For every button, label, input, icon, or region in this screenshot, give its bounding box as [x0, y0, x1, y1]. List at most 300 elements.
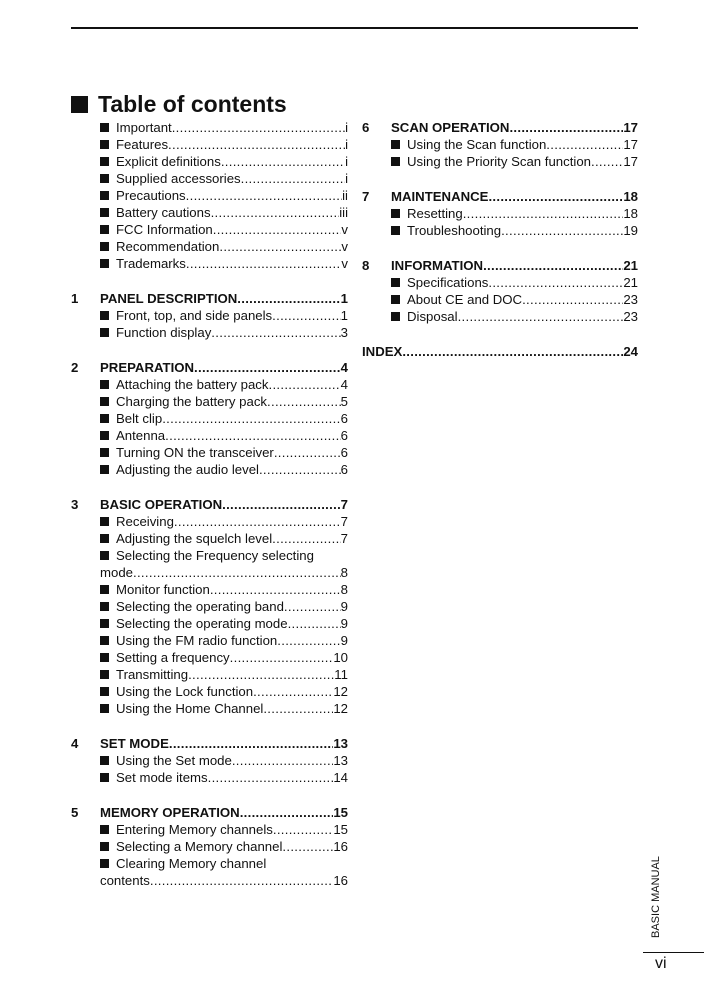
toc-section-heading[interactable]: [71, 497, 348, 514]
toc-section-page: 4: [340, 360, 348, 375]
toc-entry-label-text: Precautions: [116, 188, 186, 203]
toc-entry[interactable]: [71, 633, 348, 650]
toc-entry[interactable]: [71, 599, 348, 616]
toc-entry[interactable]: [71, 325, 348, 342]
toc-entry[interactable]: [71, 856, 348, 873]
toc-entry-label: [116, 633, 341, 648]
dot-leader: [188, 667, 334, 682]
dot-leader: [150, 873, 333, 888]
toc-entry-label: [116, 770, 333, 785]
toc-left-column: [71, 120, 348, 908]
toc-entry-label: [116, 701, 333, 716]
toc-entry-continuation[interactable]: [71, 565, 348, 582]
dot-leader: [274, 445, 341, 460]
toc-entry[interactable]: [71, 514, 348, 531]
toc-section-title-text: MEMORY OPERATION: [100, 805, 240, 820]
square-bullet-icon: [100, 411, 116, 426]
dot-leader: [237, 291, 340, 306]
toc-entry-label-cont: [100, 873, 333, 888]
toc-entry-label-text: Using the Set mode: [116, 753, 232, 768]
toc-section: [71, 736, 348, 787]
toc-entry-label: [116, 531, 341, 546]
toc-entry[interactable]: [71, 650, 348, 667]
toc-entry-label-text: Selecting the operating band: [116, 599, 284, 614]
toc-entry-label-text: mode: [100, 565, 133, 580]
toc-entry-label-text: Function display: [116, 325, 212, 340]
toc-entry-label: [116, 411, 341, 426]
toc-entry-page: ii: [342, 188, 348, 203]
square-bullet-icon: [100, 599, 116, 614]
toc-entry-page: 7: [340, 531, 348, 546]
toc-entry-label-text: About CE and DOC: [407, 292, 523, 307]
toc-entry-page: 6: [340, 462, 348, 477]
toc-entry-label: [116, 839, 333, 854]
top-rule: [71, 27, 638, 29]
toc-entry-label: [116, 256, 341, 271]
toc-entry-label: [116, 222, 341, 237]
toc-entry-label-text: Set mode items: [116, 770, 208, 785]
toc-entry[interactable]: [71, 531, 348, 548]
toc-entry-page: 12: [333, 684, 348, 699]
dot-leader: [169, 736, 333, 751]
dot-leader: [463, 206, 624, 221]
toc-entry[interactable]: [71, 428, 348, 445]
page-number: vi: [655, 955, 667, 972]
square-bullet-icon: [100, 650, 116, 665]
toc-entry-label: [407, 206, 623, 221]
toc-entry[interactable]: [100, 188, 348, 205]
toc-entry-page: 8: [340, 582, 348, 597]
toc-section-title-text: SCAN OPERATION: [391, 120, 510, 135]
toc-entry-label-text: Turning ON the transceiver: [116, 445, 274, 460]
square-bullet-icon: [100, 239, 116, 254]
square-bullet-icon: [100, 839, 116, 854]
dot-leader: [219, 239, 341, 254]
square-bullet-icon: [100, 462, 116, 477]
toc-entry-label: [116, 171, 345, 186]
dot-leader: [402, 344, 623, 359]
toc-entry-page: 9: [340, 616, 348, 631]
toc-entry[interactable]: [362, 292, 638, 309]
toc-section-number: 3: [71, 497, 79, 512]
toc-entry-page: 9: [340, 599, 348, 614]
toc-entry-label: [116, 325, 341, 340]
toc-entry[interactable]: [71, 308, 348, 325]
toc-entry-label-text: Explicit definitions: [116, 154, 221, 169]
toc-section-title: [100, 291, 341, 306]
dot-leader: [272, 308, 341, 323]
toc-entry[interactable]: [71, 822, 348, 839]
toc-entry-page: 19: [623, 223, 638, 238]
toc-section-title: [100, 360, 341, 375]
toc-entry-label-text: Front, top, and side panels: [116, 308, 273, 323]
square-bullet-icon: [100, 633, 116, 648]
toc-entry-label: [407, 137, 623, 152]
toc-entry-label-text: Transmitting: [116, 667, 189, 682]
toc-entry[interactable]: [71, 582, 348, 599]
toc-entry-label-text: Monitor function: [116, 582, 210, 597]
toc-entry[interactable]: [71, 839, 348, 856]
toc-entry-label: [116, 599, 341, 614]
toc-right-column: [362, 120, 638, 361]
toc-entry-page: 17: [623, 137, 638, 152]
dot-leader: [240, 805, 334, 820]
page-title: [71, 89, 287, 119]
dot-leader: [268, 377, 340, 392]
square-bullet-icon: [100, 120, 116, 135]
toc-entry-label-text: Receiving: [116, 514, 174, 529]
square-bullet-icon: [100, 222, 116, 237]
toc-entry[interactable]: [100, 154, 348, 171]
toc-entry-label: [116, 445, 341, 460]
dot-leader: [267, 394, 341, 409]
toc-entry-page: 16: [333, 873, 348, 888]
toc-entry-label-text: Antenna: [116, 428, 166, 443]
square-bullet-icon: [100, 137, 116, 152]
toc-entry[interactable]: [100, 137, 348, 154]
toc-section-heading[interactable]: [71, 805, 348, 822]
square-bullet-icon: [100, 308, 116, 323]
dot-leader: [186, 188, 342, 203]
toc-section: [71, 497, 348, 718]
dot-leader: [230, 650, 334, 665]
toc-entry-label: [116, 514, 341, 529]
dot-leader: [232, 753, 334, 768]
toc-entry-label: [116, 462, 341, 477]
toc-entry-page: 6: [340, 411, 348, 426]
toc-entry-page: 16: [333, 839, 348, 854]
toc-entry-page: iii: [339, 205, 348, 220]
toc-entry-page: v: [341, 222, 348, 237]
toc-entry-continuation[interactable]: [71, 873, 348, 890]
toc-entry-page: 3: [340, 325, 348, 340]
toc-entry-label: [116, 377, 341, 392]
toc-entry-page: 12: [333, 701, 348, 716]
toc-entry-page: i: [345, 137, 348, 152]
square-bullet-icon: [100, 531, 116, 546]
dot-leader: [162, 411, 340, 426]
square-bullet-icon: [100, 667, 116, 682]
toc-entry-label-text: Disposal: [407, 309, 458, 324]
toc-entry-label: Clearing Memory channel: [116, 856, 267, 871]
dot-leader: [213, 222, 342, 237]
toc-entry-page: 11: [334, 667, 348, 682]
square-bullet-icon: [100, 394, 116, 409]
square-bullet-icon: [100, 582, 116, 597]
toc-entry-page: 15: [333, 822, 348, 837]
toc-entry-label-text: Trademarks: [116, 256, 186, 271]
dot-leader: [272, 531, 341, 546]
toc-index-entry[interactable]: [362, 344, 638, 361]
toc-entry[interactable]: [71, 616, 348, 633]
square-bullet-icon: [391, 292, 407, 307]
toc-entry[interactable]: [100, 171, 348, 188]
toc-entry-label: [407, 275, 623, 290]
toc-entry[interactable]: [71, 462, 348, 479]
toc-entry-label: [407, 292, 623, 307]
toc-entry-label-text: Important: [116, 120, 172, 135]
toc-entry-label: [116, 137, 345, 152]
toc-entry-label-text: Troubleshooting: [407, 223, 502, 238]
square-bullet-icon: [100, 514, 116, 529]
toc-entry-label: Selecting the Frequency selecting: [116, 548, 314, 563]
square-bullet-icon: [391, 137, 407, 152]
toc-entry[interactable]: [100, 222, 348, 239]
toc-entry-label-text: Attaching the battery pack: [116, 377, 269, 392]
square-bullet-icon: [100, 428, 116, 443]
square-bullet-icon: [100, 171, 116, 186]
toc-section-title: [391, 189, 623, 204]
toc-entry-page: 13: [333, 753, 348, 768]
toc-section-heading[interactable]: [362, 120, 638, 137]
toc-entry-label: [116, 667, 334, 682]
dot-leader: [241, 171, 345, 186]
dot-leader: [522, 292, 623, 307]
toc-entry-page: i: [345, 154, 348, 169]
toc-entry-page: 6: [340, 428, 348, 443]
toc-entry-page: i: [345, 171, 348, 186]
square-bullet-icon: [391, 275, 407, 290]
toc-entry[interactable]: [71, 667, 348, 684]
toc-entry[interactable]: [71, 394, 348, 411]
toc-section: [362, 258, 638, 326]
square-bullet-icon: [71, 96, 88, 113]
dot-leader: [284, 599, 341, 614]
toc-entry-page: i: [345, 120, 348, 135]
toc-section-page: 15: [333, 805, 348, 820]
toc-entry[interactable]: [71, 701, 348, 718]
toc-entry-label: [407, 223, 623, 238]
toc-section: [71, 291, 348, 342]
toc-entry[interactable]: [362, 206, 638, 223]
square-bullet-icon: [391, 309, 407, 324]
toc-entry[interactable]: [71, 548, 348, 565]
toc-section-title-text: PREPARATION: [100, 360, 195, 375]
toc-entry[interactable]: [71, 684, 348, 701]
square-bullet-icon: [100, 616, 116, 631]
square-bullet-icon: [100, 205, 116, 220]
toc-section-title-text: BASIC OPERATION: [100, 497, 223, 512]
toc-entry-label-text: Using the Lock function: [116, 684, 254, 699]
dot-leader: [168, 137, 345, 152]
toc-section-title: [100, 497, 341, 512]
toc-section-title-text: MAINTENANCE: [391, 189, 489, 204]
dot-leader: [253, 684, 333, 699]
toc-entry-page: 17: [623, 154, 638, 169]
toc-section-heading[interactable]: [71, 360, 348, 377]
square-bullet-icon: [100, 856, 116, 871]
toc-entry-page: 21: [623, 275, 638, 290]
toc-section-page: 21: [623, 258, 638, 273]
toc-entry-page: 9: [340, 633, 348, 648]
toc-entry-label: [116, 205, 339, 220]
dot-leader: [174, 514, 341, 529]
toc-entry-label-text: Recommendation: [116, 239, 220, 254]
toc-entry-page: 14: [333, 770, 348, 785]
toc-entry-label: [116, 684, 333, 699]
toc-entry[interactable]: [71, 770, 348, 787]
toc-index-title: [362, 344, 623, 359]
dot-leader: [221, 154, 345, 169]
dot-leader: [210, 582, 341, 597]
dot-leader: [483, 258, 623, 273]
toc-entry-label-text: Using the Priority Scan function: [407, 154, 591, 169]
toc-entry-page: 6: [340, 445, 348, 460]
square-bullet-icon: [100, 256, 116, 271]
toc-entry-label-text: contents: [100, 873, 150, 888]
toc-entry[interactable]: [71, 753, 348, 770]
dot-leader: [277, 633, 340, 648]
toc-section-heading[interactable]: [362, 189, 638, 206]
toc-entry-page: 10: [333, 650, 348, 665]
toc-entry-label: [116, 650, 333, 665]
toc-section-page: 7: [340, 497, 348, 512]
toc-entry-label: [116, 154, 345, 169]
toc-entry[interactable]: [362, 309, 638, 326]
toc-section-number: 7: [362, 189, 370, 204]
dot-leader: [288, 616, 341, 631]
toc-entry-page: 4: [340, 377, 348, 392]
square-bullet-icon: [100, 701, 116, 716]
toc-entry-label-text: Belt clip: [116, 411, 163, 426]
dot-leader: [211, 325, 340, 340]
dot-leader: [133, 565, 341, 580]
square-bullet-icon: [100, 684, 116, 699]
spine-label: BASIC MANUAL: [650, 856, 662, 938]
toc-entry-label-text: Adjusting the squelch level: [116, 531, 273, 546]
dot-leader: [211, 205, 340, 220]
toc-section: [362, 189, 638, 240]
toc-entry-label: [116, 616, 341, 631]
toc-entry[interactable]: [100, 205, 348, 222]
toc-entry-label-text: Setting a frequency: [116, 650, 230, 665]
toc-entry-label: [116, 753, 333, 768]
toc-entry-label-text: Charging the battery pack: [116, 394, 268, 409]
toc-entry-page: 23: [623, 309, 638, 324]
dot-leader: [501, 223, 623, 238]
toc-entry-label-text: Using the FM radio function: [116, 633, 278, 648]
toc-entry[interactable]: [362, 223, 638, 240]
square-bullet-icon: [100, 325, 116, 340]
toc-entry[interactable]: [71, 411, 348, 428]
toc-entry-label: [116, 120, 345, 135]
toc-section-heading[interactable]: [71, 736, 348, 753]
dot-leader: [208, 770, 334, 785]
toc-entry-label: [116, 188, 342, 203]
toc-entry-label: [116, 239, 341, 254]
dot-leader: [273, 822, 333, 837]
toc-section-number: 2: [71, 360, 79, 375]
toc-section-number: 5: [71, 805, 79, 820]
square-bullet-icon: [100, 548, 116, 563]
square-bullet-icon: [100, 377, 116, 392]
dot-leader: [282, 839, 333, 854]
toc-section-number: 8: [362, 258, 370, 273]
dot-leader: [186, 256, 342, 271]
square-bullet-icon: [100, 154, 116, 169]
square-bullet-icon: [391, 223, 407, 238]
toc-section-title-text: PANEL DESCRIPTION: [100, 291, 238, 306]
toc-section-heading[interactable]: [71, 291, 348, 308]
square-bullet-icon: [100, 753, 116, 768]
toc-entry-page: 5: [340, 394, 348, 409]
toc-entry-label-text: Specifications: [407, 275, 489, 290]
toc-section-page: 1: [340, 291, 348, 306]
toc-section-title-text: INFORMATION: [391, 258, 484, 273]
toc-entry[interactable]: [362, 275, 638, 292]
toc-entry-page: v: [341, 239, 348, 254]
square-bullet-icon: [391, 154, 407, 169]
toc-section: [71, 805, 348, 890]
toc-entry-label: [116, 428, 341, 443]
toc-entry-page: 8: [340, 565, 348, 580]
toc-entry-label-text: Supplied accessories: [116, 171, 241, 186]
toc-entry-label: [116, 582, 341, 597]
toc-entry[interactable]: [71, 377, 348, 394]
toc-entry-label-text: FCC Information: [116, 222, 213, 237]
toc-entry[interactable]: [100, 120, 348, 137]
toc-entry-label: [116, 308, 341, 323]
dot-leader: [263, 701, 333, 716]
toc-section-number: 1: [71, 291, 79, 306]
toc-section-title: [391, 258, 623, 273]
dot-leader: [259, 462, 341, 477]
toc-section-page: 13: [333, 736, 348, 751]
dot-leader: [458, 309, 624, 324]
toc-section: [362, 120, 638, 171]
toc-entry-page: 1: [340, 308, 348, 323]
dot-leader: [488, 275, 623, 290]
toc-section-title-text: SET MODE: [100, 736, 169, 751]
toc-entry[interactable]: [100, 256, 348, 273]
toc-section-title: [100, 736, 333, 751]
footer-rule: [643, 952, 704, 953]
dot-leader: [591, 154, 623, 169]
dot-leader: [165, 428, 341, 443]
dot-leader: [222, 497, 341, 512]
toc-entry-label: [407, 309, 623, 324]
toc-entry-label-text: Selecting a Memory channel: [116, 839, 283, 854]
toc-entry-page: 7: [340, 514, 348, 529]
toc-entry-label-text: Features: [116, 137, 169, 152]
dot-leader: [546, 137, 623, 152]
toc-entry[interactable]: [362, 154, 638, 171]
square-bullet-icon: [100, 770, 116, 785]
toc-entry-label-text: Selecting the operating mode: [116, 616, 288, 631]
toc-entry[interactable]: [100, 239, 348, 256]
toc-section-number: 4: [71, 736, 79, 751]
toc-entry-page: 18: [623, 206, 638, 221]
toc-section-page: 18: [623, 189, 638, 204]
toc-index-page: 24: [623, 344, 638, 359]
toc-section-heading[interactable]: [362, 258, 638, 275]
toc-entry[interactable]: [362, 137, 638, 154]
toc-entry[interactable]: [71, 445, 348, 462]
square-bullet-icon: [100, 188, 116, 203]
toc-section-number: 6: [362, 120, 370, 135]
toc-entry-label-text: Adjusting the audio level: [116, 462, 259, 477]
toc-entry-label-text: Resetting: [407, 206, 463, 221]
dot-leader: [194, 360, 341, 375]
square-bullet-icon: [100, 822, 116, 837]
dot-leader: [509, 120, 623, 135]
toc-entry-page: v: [341, 256, 348, 271]
toc-entry-label: [116, 394, 341, 409]
toc-section-title: [391, 120, 623, 135]
toc-entry-label-text: Entering Memory channels: [116, 822, 273, 837]
square-bullet-icon: [391, 206, 407, 221]
toc-section: [71, 360, 348, 479]
